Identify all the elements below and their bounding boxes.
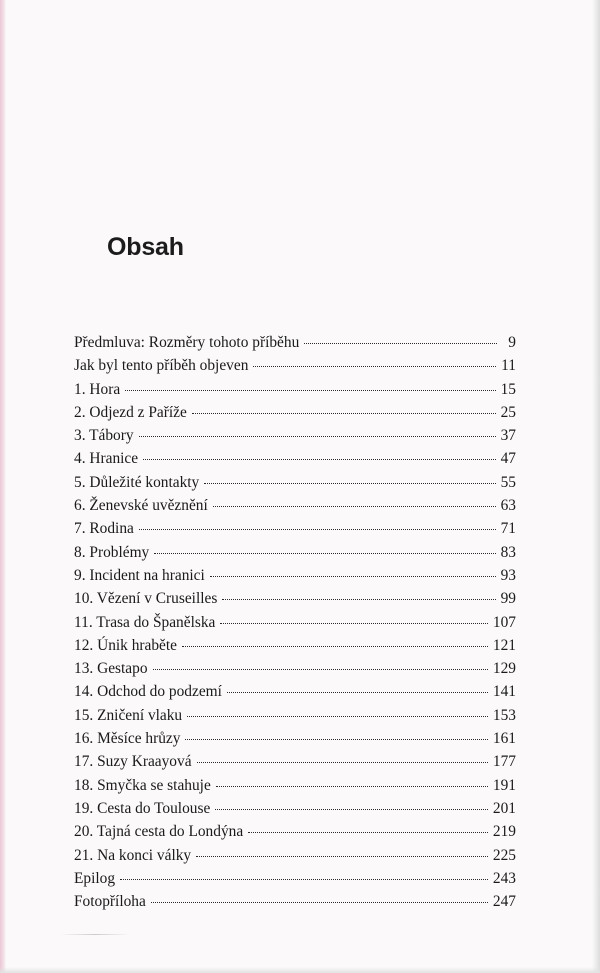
toc-entry-page-number: 219 — [492, 823, 516, 841]
dot-leader — [215, 808, 488, 810]
toc-entry — [74, 541, 516, 564]
toc-entry-page-number: 25 — [500, 403, 516, 421]
dot-leader — [216, 785, 488, 787]
toc-entry-label: 13. Gestapo — [74, 660, 148, 678]
dot-leader — [187, 715, 488, 717]
toc-entry-page-number: 243 — [492, 869, 516, 887]
toc-entry — [74, 704, 516, 727]
toc-entry-label: 11. Trasa do Španělska — [74, 613, 216, 631]
toc-entry — [74, 611, 516, 634]
toc-entry-label: 1. Hora — [74, 380, 121, 398]
toc-entry — [74, 587, 516, 610]
toc-entry-label: 15. Zničení vlaku — [74, 706, 183, 724]
toc-entry-page-number: 93 — [500, 566, 516, 584]
dot-leader — [304, 342, 497, 344]
toc-entry-page-number: 63 — [500, 497, 516, 515]
dot-leader — [185, 738, 487, 740]
dot-leader — [227, 691, 488, 693]
toc-entry-label: 2. Odjezd z Paříže — [74, 403, 187, 421]
toc-entry-page-number: 107 — [492, 613, 516, 631]
toc-entry — [74, 517, 516, 540]
toc-entry-page-number: 71 — [500, 520, 516, 538]
dot-leader — [213, 505, 496, 507]
toc-entry-label: Jak byl tento příběh objeven — [74, 357, 249, 375]
page-edge-right — [592, 0, 600, 973]
toc-entry-label: 19. Cesta do Toulouse — [74, 799, 211, 817]
dot-leader — [196, 855, 488, 857]
toc-entry-label: 5. Důležité kontakty — [74, 473, 200, 491]
toc-entry — [74, 680, 516, 703]
dot-leader — [151, 901, 488, 903]
toc-entry — [74, 331, 516, 354]
dot-leader — [222, 598, 495, 600]
toc-entry — [74, 727, 516, 750]
dot-leader — [204, 482, 495, 484]
toc-entry-page-number: 9 — [508, 334, 516, 351]
toc-entry-page-number: 83 — [500, 543, 516, 561]
toc-entry-label: 8. Problémy — [74, 543, 150, 561]
toc-entry — [74, 867, 516, 890]
toc-entry-label: 14. Odchod do podzemí — [74, 683, 222, 701]
toc-entry — [74, 750, 516, 773]
toc-entry-page-number: 247 — [492, 893, 516, 911]
toc-entry-page-number: 225 — [492, 846, 516, 864]
toc-entry-label: 21. Na konci války — [74, 846, 192, 864]
toc-entry-label: 17. Suzy Kraayová — [74, 753, 192, 771]
toc-entry — [74, 797, 516, 820]
toc-entry — [74, 494, 516, 517]
toc-entry-page-number: 55 — [500, 473, 516, 491]
toc-entry-label: 18. Smyčka se stahuje — [74, 776, 211, 794]
dot-leader — [154, 552, 495, 554]
toc-entry-page-number: 161 — [492, 730, 516, 748]
toc-entry-label: Fotopříloha — [74, 893, 146, 911]
page-edge-left — [0, 0, 6, 973]
toc-entry-label: 4. Hranice — [74, 450, 139, 468]
toc-entry — [74, 401, 516, 424]
toc-entry-label: 12. Únik hraběte — [74, 636, 177, 654]
toc-entry-page-number: 37 — [500, 427, 516, 445]
toc-entry-page-number: 15 — [500, 380, 516, 398]
toc-entry-label: 20. Tajná cesta do Londýna — [74, 823, 244, 841]
toc-entry-page-number: 191 — [492, 776, 516, 794]
toc-entry-label: 6. Ženevské uvěznění — [74, 497, 208, 515]
toc-entry — [74, 378, 516, 401]
toc-entry — [74, 447, 516, 470]
dot-leader — [253, 365, 496, 367]
dot-leader — [182, 645, 488, 647]
toc-entry — [74, 890, 516, 913]
dot-leader — [143, 458, 496, 460]
toc-entry-page-number: 11 — [501, 357, 516, 375]
dot-leader — [125, 389, 495, 391]
table-of-contents — [74, 331, 516, 913]
toc-entry — [74, 844, 516, 867]
dot-leader — [210, 575, 496, 577]
dot-leader — [139, 528, 496, 530]
dot-leader — [120, 878, 488, 880]
toc-entry — [74, 634, 516, 657]
toc-entry — [74, 820, 516, 843]
toc-entry — [74, 657, 516, 680]
toc-entry-label: Předmluva: Rozměry tohoto příběhu — [74, 334, 300, 351]
toc-entry — [74, 774, 516, 797]
dot-leader — [248, 831, 488, 833]
toc-entry — [74, 564, 516, 587]
toc-entry — [74, 354, 516, 377]
toc-entry-page-number: 201 — [492, 799, 516, 817]
scan-smudge — [60, 934, 130, 935]
toc-entry-label: Epilog — [74, 869, 116, 887]
toc-entry-page-number: 129 — [492, 660, 516, 678]
toc-entry-label: 16. Měsíce hrůzy — [74, 730, 181, 748]
toc-entry-page-number: 47 — [500, 450, 516, 468]
toc-entry-label: 10. Vězení v Cruseilles — [74, 590, 218, 608]
toc-entry-page-number: 121 — [492, 636, 516, 654]
toc-entry-label: 9. Incident na hranici — [74, 566, 205, 584]
page-title: Obsah — [107, 233, 184, 261]
dot-leader — [197, 761, 488, 763]
toc-entry-page-number: 141 — [492, 683, 516, 701]
toc-entry-label: 3. Tábory — [74, 427, 134, 445]
toc-entry-page-number: 99 — [500, 590, 516, 608]
toc-entry — [74, 471, 516, 494]
toc-entry-page-number: 153 — [492, 706, 516, 724]
dot-leader — [192, 412, 496, 414]
dot-leader — [220, 622, 488, 624]
page-edge-bottom — [0, 967, 600, 973]
dot-leader — [139, 435, 496, 437]
toc-entry — [74, 424, 516, 447]
dot-leader — [153, 668, 488, 670]
toc-entry-page-number: 177 — [492, 753, 516, 771]
toc-entry-label: 7. Rodina — [74, 520, 134, 538]
